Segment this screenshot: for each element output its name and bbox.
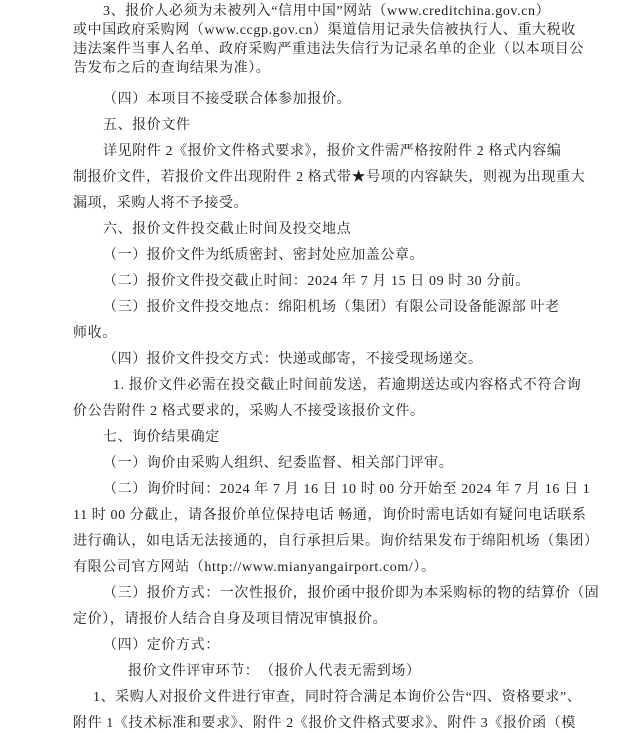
text-line: 七、询价结果确定 <box>103 430 220 445</box>
text-line: 1. 报价文件必需在投交截止时间前发送，若逾期送达或内容格式不符合询 <box>113 378 582 393</box>
text-line: 漏项，采购人将不予接受。 <box>73 196 249 211</box>
text-line: 有限公司官方网站（http://www.mianyangairport.com/）。 <box>73 560 436 575</box>
text-line: 报价文件评审环节： （报价人代表无需到场） <box>128 664 421 679</box>
text-line: 详见附件 2《报价文件格式要求》，报价文件需严格按附件 2 格式内容编 <box>103 144 562 159</box>
text-line: 价公告附件 2 格式要求的，采购人不接受该报价文件。 <box>73 404 425 419</box>
text-line: 或中国政府采购网（www.ccgp.gov.cn）渠道信用记录失信被执行人、重大税收 <box>73 23 576 38</box>
text-line: （二）询价时间：2024 年 7 月 16 日 10 时 00 分开始至 2024 年 7 月 16 日 1 <box>103 482 591 497</box>
text-line: （四）报价文件投交方式：快递或邮寄，不接受现场递交。 <box>103 352 483 367</box>
text-line: （四）本项目不接受联合体参加报价。 <box>103 92 352 107</box>
text-line: （四）定价方式： <box>103 638 220 653</box>
text-line: 1、采购人对报价文件进行审查，同时符合满足本询价公告“四、资格要求”、 <box>93 690 582 705</box>
text-line: （三）报价方式：一次性报价，报价函中报价即为本采购标的物的结算价（固 <box>103 586 600 601</box>
text-line: （三）报价文件投交地点：绵阳机场（集团）有限公司设备能源部 叶老 <box>103 300 560 315</box>
text-line: 定价），请报价人结合自身及项目情况审慎报价。 <box>73 612 388 627</box>
text-line: 3、报价人必须为未被列入“信用中国”网站（www.creditchina.gov.cn） <box>103 4 551 19</box>
text-line: 制报价文件，若报价文件出现附件 2 格式带★号项的内容缺失，则视为出现重大 <box>73 170 586 185</box>
text-line: 告发布之后的查询结果为准）。 <box>73 61 271 76</box>
text-line: 进行确认，如电话无法接通的，自行承担后果。询价结果发布于绵阳机场（集团） <box>73 534 599 549</box>
text-line: 11 时 00 分截止，请各报价单位保持电话 畅通，询价时需电话如有疑问电话联系 <box>73 508 587 523</box>
text-line: （一）报价文件为纸质密封、密封处应加盖公章。 <box>103 248 425 263</box>
text-line: 师收。 <box>73 326 117 341</box>
text-line: 六、报价文件投交截止时间及投交地点 <box>103 222 352 237</box>
text-line: （一）询价由采购人组织、纪委监督、相关部门评审。 <box>103 456 454 471</box>
text-line: 五、报价文件 <box>103 118 191 133</box>
text-line: （二）报价文件投交截止时间：2024 年 7 月 15 日 09 时 30 分前。 <box>103 274 531 289</box>
text-line: 违法案件当事人名单、政府采购严重违法失信行为记录名单的企业（以本项目公 <box>73 42 584 57</box>
text-line: 附件 1《技术标准和要求》、附件 2《报价文件格式要求》、附件 3《报价函（模 <box>73 716 576 731</box>
